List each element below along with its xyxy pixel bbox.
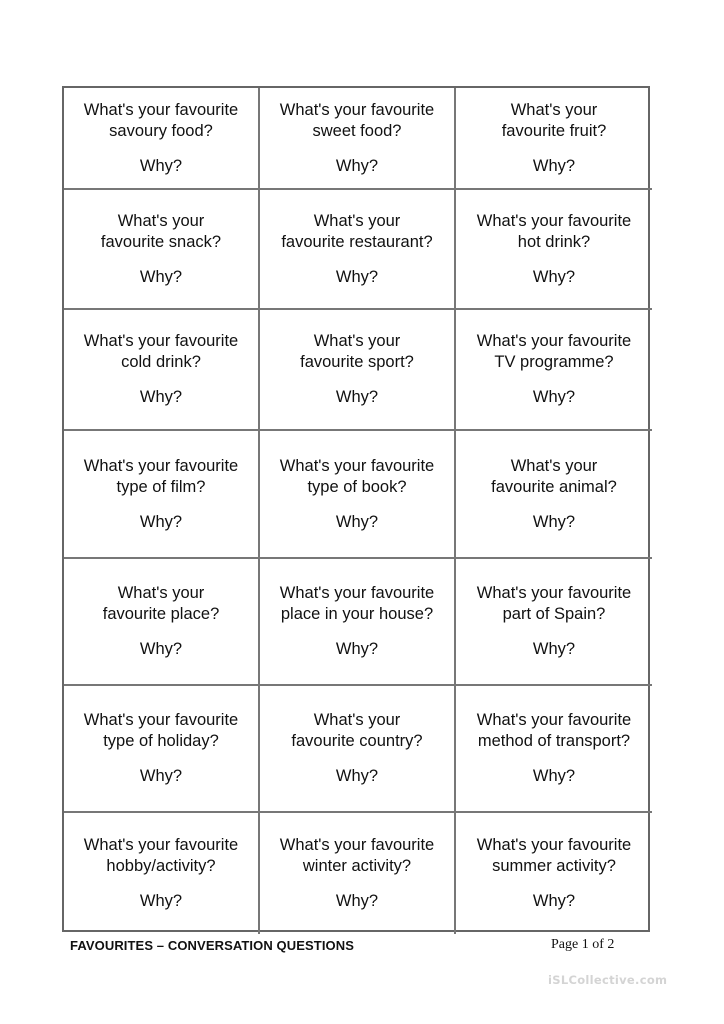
- question-card: [64, 813, 260, 934]
- question-card: [456, 310, 652, 431]
- card-question: What's your favourite fruit?: [501, 100, 607, 140]
- question-card: [456, 431, 652, 559]
- page-number: Page 1 of 2: [551, 937, 615, 952]
- question-card: [64, 431, 260, 559]
- question-card: [64, 310, 260, 431]
- card-why: Why?: [532, 640, 576, 658]
- question-card: [456, 813, 652, 934]
- worksheet-title: FAVOURITES – CONVERSATION QUESTIONS: [70, 938, 354, 953]
- card-why: Why?: [335, 156, 379, 175]
- card-why: Why?: [532, 267, 576, 286]
- card-question: What's your favourite country?: [291, 711, 423, 750]
- card-question: What's your favourite TV programme?: [476, 332, 632, 371]
- question-card-grid: [62, 86, 650, 932]
- card-question: What's your favourite savoury food?: [83, 100, 239, 140]
- site-watermark: iSLCollective.com: [548, 973, 668, 987]
- question-card: [260, 88, 456, 190]
- card-why: Why?: [139, 640, 183, 658]
- card-question: What's your favourite hobby/activity?: [83, 836, 239, 875]
- card-why: Why?: [335, 512, 379, 531]
- card-question: What's your favourite summer activity?: [476, 836, 632, 875]
- question-card: [260, 813, 456, 934]
- card-question: What's your favourite snack?: [100, 211, 222, 251]
- card-why: Why?: [532, 767, 576, 785]
- card-why: Why?: [532, 512, 576, 531]
- question-card: [456, 88, 652, 190]
- card-why: Why?: [139, 767, 183, 785]
- card-why: Why?: [139, 388, 183, 406]
- card-why: Why?: [532, 156, 576, 175]
- question-card: [260, 190, 456, 310]
- question-card: [64, 190, 260, 310]
- card-question: What's your favourite winter activity?: [279, 836, 435, 875]
- card-why: Why?: [532, 388, 576, 406]
- card-question: What's your favourite type of holiday?: [83, 711, 239, 750]
- card-why: Why?: [335, 388, 379, 406]
- card-question: What's your favourite place?: [102, 584, 220, 623]
- question-card: [260, 431, 456, 559]
- card-question: What's your favourite method of transport?: [476, 711, 632, 750]
- card-question: What's your favourite cold drink?: [83, 332, 239, 371]
- card-question: What's your favourite animal?: [491, 456, 617, 496]
- question-card: [64, 88, 260, 190]
- card-why: Why?: [335, 767, 379, 785]
- card-why: Why?: [532, 892, 576, 910]
- question-card: [456, 686, 652, 813]
- card-question: What's your favourite place in your house?: [279, 584, 435, 623]
- question-card: [64, 559, 260, 686]
- question-card: [456, 559, 652, 686]
- card-question: What's your favourite type of film?: [83, 456, 239, 496]
- question-card: [260, 559, 456, 686]
- card-question: What's your favourite type of book?: [279, 456, 435, 496]
- card-why: Why?: [335, 640, 379, 658]
- question-card: [260, 310, 456, 431]
- question-card: [260, 686, 456, 813]
- card-question: What's your favourite part of Spain?: [476, 584, 632, 623]
- card-why: Why?: [139, 267, 183, 286]
- card-question: What's your favourite restaurant?: [281, 211, 433, 251]
- card-why: Why?: [335, 267, 379, 286]
- card-question: What's your favourite sport?: [300, 332, 414, 371]
- question-card: [64, 686, 260, 813]
- card-question: What's your favourite hot drink?: [476, 211, 632, 251]
- question-card: [456, 190, 652, 310]
- card-why: Why?: [139, 512, 183, 531]
- card-why: Why?: [139, 156, 183, 175]
- card-why: Why?: [139, 892, 183, 910]
- card-why: Why?: [335, 892, 379, 910]
- card-question: What's your favourite sweet food?: [279, 100, 435, 140]
